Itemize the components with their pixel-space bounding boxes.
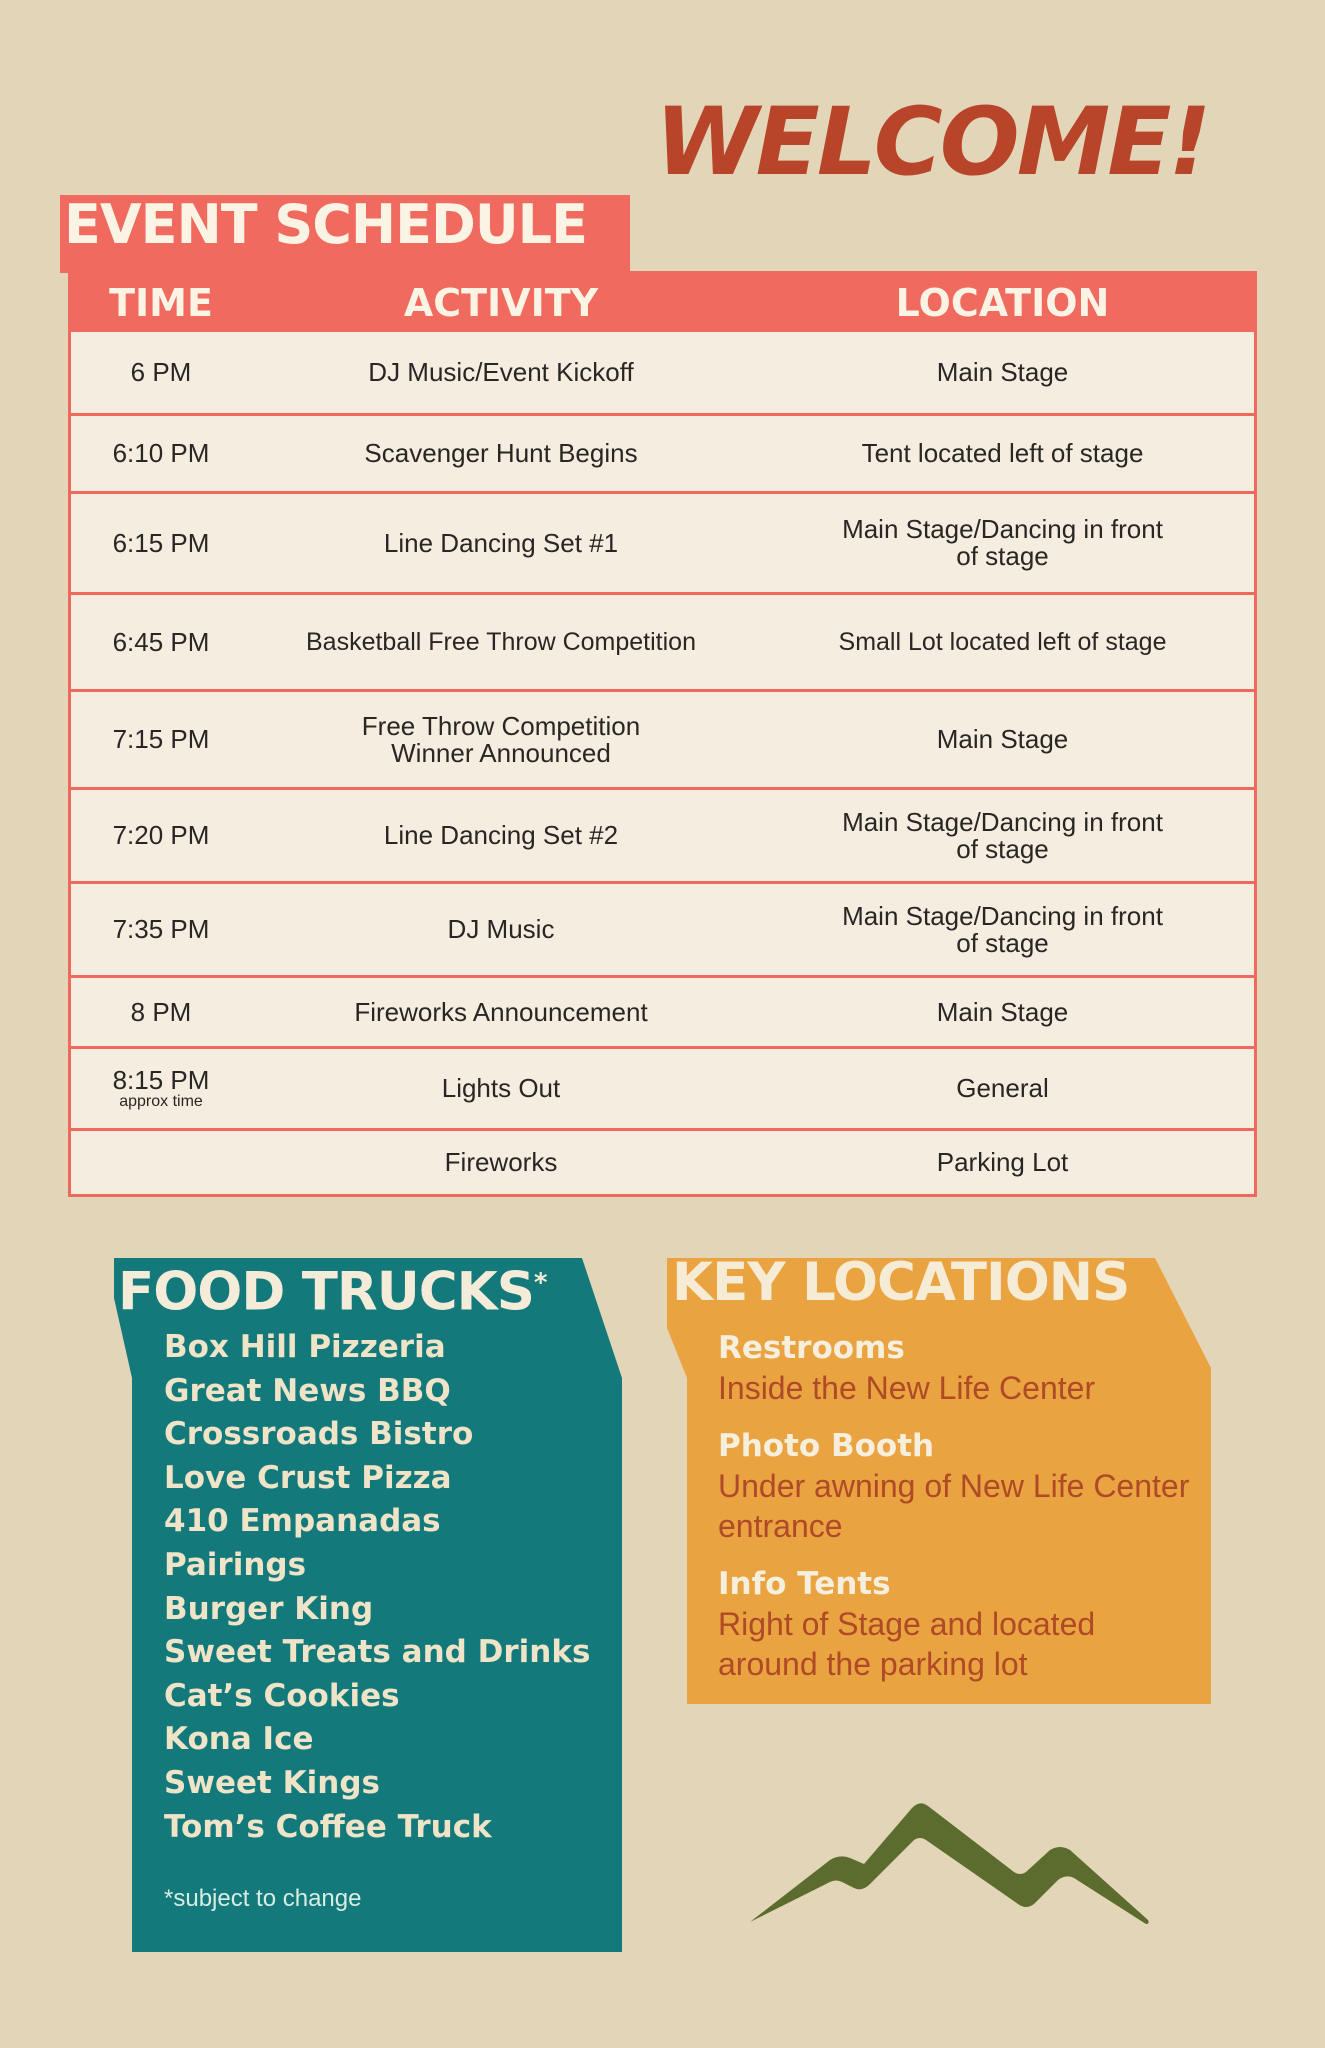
row-activity: Free Throw Competition Winner Announced <box>361 710 641 768</box>
row-location: Main Stage/Dancing in front of stage <box>842 806 1163 864</box>
list-item: Crossroads Bistro <box>164 1416 474 1453</box>
row-location: Main Stage/Dancing in front of stage <box>842 514 1163 571</box>
row-activity: DJ Music <box>447 914 555 944</box>
key-locations-title: KEY LOCATIONS <box>672 1252 1130 1313</box>
row-activity: Scavenger Hunt Begins <box>364 438 638 468</box>
food-trucks-list <box>164 1326 590 1849</box>
food-trucks-title-text: FOOD TRUCKS <box>118 1261 534 1323</box>
row-activity: Fireworks Announcement <box>354 996 648 1027</box>
key-location-description: Inside the New Life Center <box>718 1370 1096 1406</box>
table-row <box>71 975 1254 1046</box>
row-location: Main Stage/Dancing in front of stage <box>842 900 1163 958</box>
row-activity: Basketball Free Throw Competition <box>306 627 696 656</box>
table-row <box>71 413 1254 491</box>
table-row <box>71 1128 1254 1194</box>
row-time: 6:15 PM <box>112 527 210 558</box>
list-item: Box Hill Pizzeria <box>164 1329 446 1365</box>
list-item: Tom’s Coffee Truck <box>164 1808 492 1845</box>
row-time: 6:10 PM <box>112 438 210 468</box>
key-location-name: Info Tents <box>718 1566 891 1602</box>
table-row <box>71 1046 1254 1128</box>
food-trucks-title-mark: * <box>533 1268 547 1298</box>
column-header-location: LOCATION <box>895 281 1110 325</box>
list-item: Love Crust Pizza <box>164 1459 452 1496</box>
row-location: Main Stage <box>936 357 1069 387</box>
row-location: General <box>956 1073 1049 1103</box>
table-row <box>71 592 1254 689</box>
row-time: 8:15 PM <box>112 1065 210 1095</box>
row-location: Tent located left of stage <box>861 438 1144 468</box>
row-time: 7:15 PM <box>112 724 210 754</box>
key-locations-list <box>718 1328 1198 1702</box>
table-row <box>71 787 1254 881</box>
key-location-name: Photo Booth <box>718 1428 935 1464</box>
row-activity: Fireworks <box>444 1147 558 1177</box>
schedule-header-row <box>71 274 1254 332</box>
row-time: 6:45 PM <box>112 626 210 657</box>
list-item: 410 Empanadas <box>164 1503 441 1540</box>
schedule-title: EVENT SCHEDULE <box>64 193 587 256</box>
table-row <box>71 881 1254 975</box>
column-header-time: TIME <box>109 281 213 325</box>
table-row <box>71 689 1254 787</box>
schedule-table <box>68 271 1257 1197</box>
row-location: Main Stage <box>936 996 1069 1027</box>
row-time: 7:35 PM <box>112 914 210 944</box>
list-item: Great News BBQ <box>164 1372 451 1409</box>
row-time: 8 PM <box>130 996 192 1027</box>
list-item: Sweet Treats and Drinks <box>164 1634 591 1671</box>
table-row <box>71 491 1254 592</box>
table-row <box>71 332 1254 413</box>
food-trucks-title <box>118 1252 588 1324</box>
list-item: Pairings <box>164 1546 307 1583</box>
list-item: Burger King <box>164 1590 374 1627</box>
row-location: Small Lot located left of stage <box>838 627 1167 656</box>
list-item <box>718 1328 1198 1408</box>
row-location: Main Stage <box>936 724 1069 754</box>
row-activity: Line Dancing Set #1 <box>383 527 619 558</box>
row-location: Parking Lot <box>936 1147 1069 1177</box>
row-activity: DJ Music/Event Kickoff <box>368 357 634 387</box>
key-location-name: Restrooms <box>718 1330 905 1366</box>
row-time-cell <box>71 1067 251 1110</box>
row-time: 7:20 PM <box>112 820 210 850</box>
column-header-activity: ACTIVITY <box>403 281 599 325</box>
list-item <box>718 1564 1198 1684</box>
list-item: Sweet Kings <box>164 1764 380 1801</box>
mountain-icon <box>750 1800 1150 1930</box>
list-item <box>718 1426 1198 1546</box>
row-activity: Lights Out <box>441 1073 561 1103</box>
list-item: Cat’s Cookies <box>164 1677 400 1714</box>
key-location-description: Under awning of New Life Center entrance <box>718 1468 1190 1544</box>
list-item: Kona Ice <box>164 1721 314 1758</box>
food-trucks-note: *subject to change <box>164 1885 362 1912</box>
row-time: 6 PM <box>130 357 192 387</box>
row-activity: Line Dancing Set #2 <box>383 820 619 850</box>
welcome-heading: WELCOME! <box>655 88 1209 197</box>
row-time-note: approx time <box>119 1093 203 1110</box>
key-location-description: Right of Stage and located around the parking lot <box>718 1606 1096 1682</box>
